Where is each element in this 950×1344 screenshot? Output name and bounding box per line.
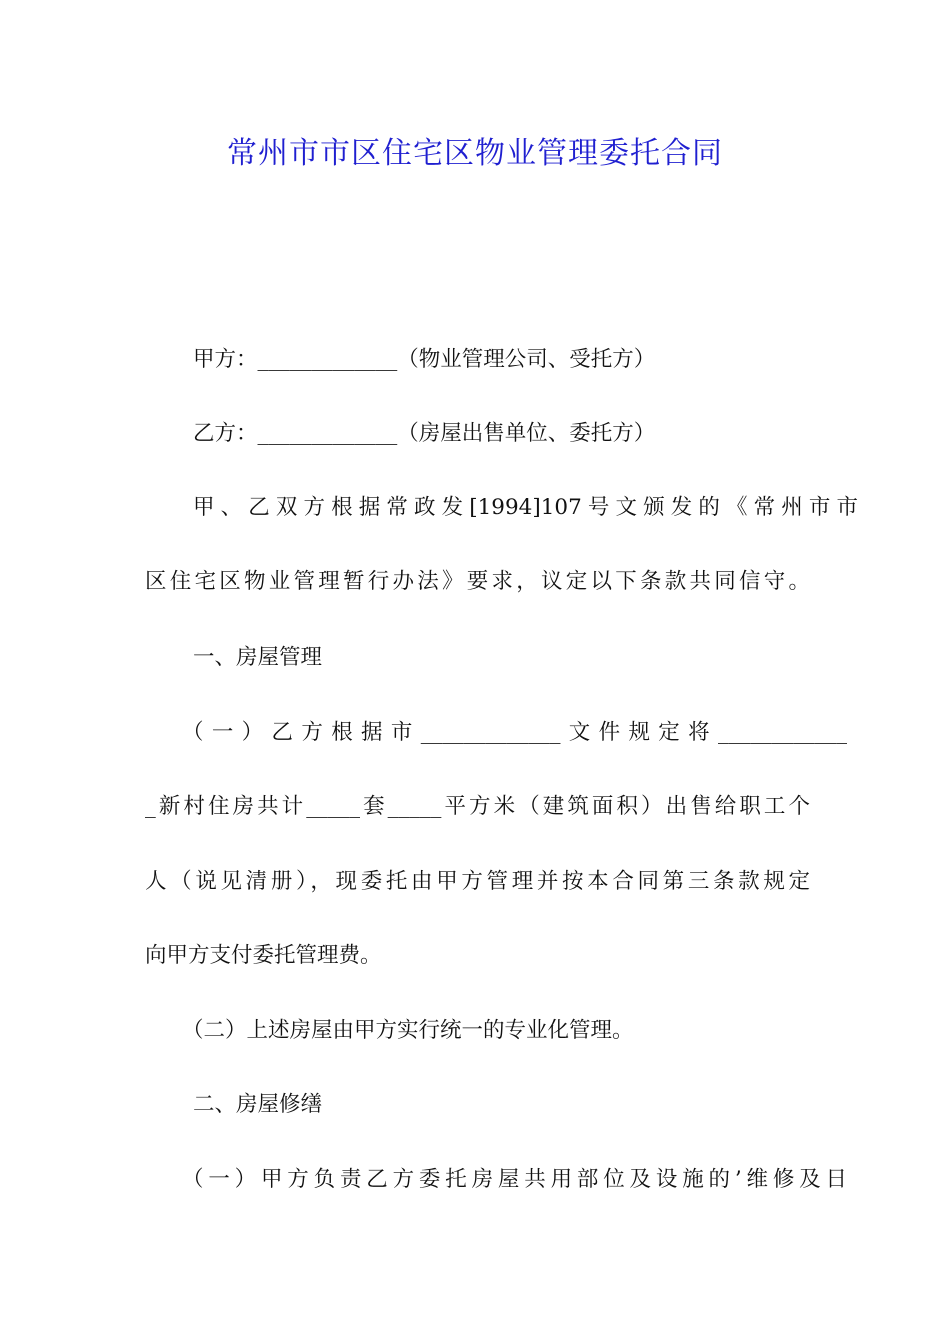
section-heading-housing-management: 一、房屋管理 — [193, 645, 323, 670]
document-title: 常州市市区住宅区物业管理委托合同 — [227, 136, 723, 171]
section-heading-housing-repair: 二、房屋修缮 — [193, 1092, 323, 1117]
clause-1-1-line-2: _新村住房共计_____套_____平方米（建筑面积）出售给职工个 — [145, 794, 810, 819]
clause-1-1-line-4: 向甲方支付委托管理费。 — [145, 943, 382, 968]
party-a-line: 甲方：_____________（物业管理公司、受托方） — [193, 347, 656, 372]
clause-1-1-line-3: 人（说见清册），现委托由甲方管理并按本合同第三条款规定 — [145, 869, 810, 894]
clause-1-1-line-1: （一）乙方根据市_____________文件规定将____________ — [182, 720, 847, 745]
preamble-line-1: 甲、乙双方根据常政发[1994]107号文颁发的《常州市市 — [193, 495, 858, 520]
clause-1-2: （二）上述房屋由甲方实行统一的专业化管理。 — [182, 1018, 634, 1043]
party-b-line: 乙方：_____________（房屋出售单位、委托方） — [193, 421, 656, 446]
clause-2-1-line-1: （一）甲方负责乙方委托房屋共用部位及设施的’维修及日 — [182, 1167, 847, 1192]
preamble-line-2: 区住宅区物业管理暂行办法》要求，议定以下条款共同信守。 — [145, 569, 810, 594]
